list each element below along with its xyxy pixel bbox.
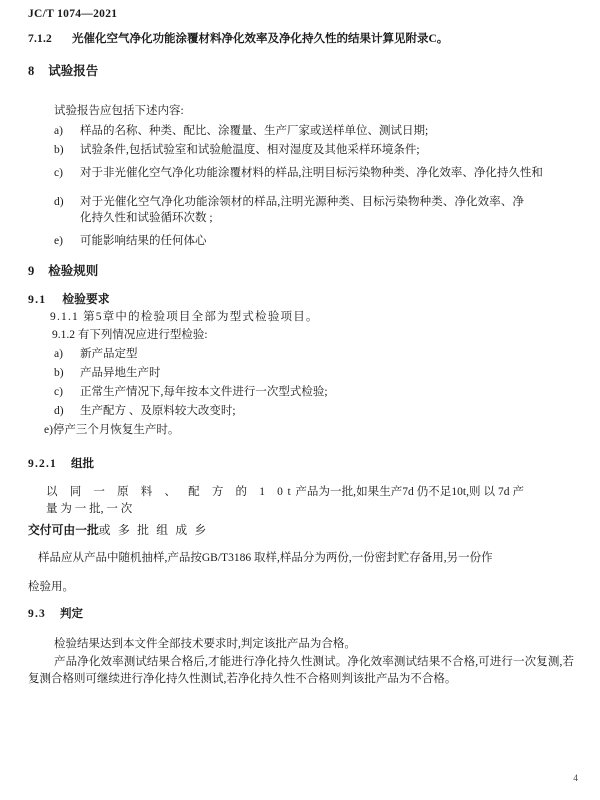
section-8-number: 8 <box>28 64 35 78</box>
page-number: 4 <box>573 774 578 784</box>
list-item: e)停产三个月恢复生产时。 <box>44 424 180 436</box>
section-9-3-title: 判定 <box>59 608 83 620</box>
list-item-text: 新产品定型 <box>80 348 138 360</box>
list-item <box>54 345 138 361</box>
clause-9-1-1: 9.1.1 第5章中的检验项目全部为型式检验项目。 <box>50 311 319 323</box>
list-item <box>54 383 328 399</box>
list-item <box>54 194 528 227</box>
sampling-line-2: 检验用。 <box>28 581 74 593</box>
section-9-title: 检验规则 <box>48 264 99 278</box>
clause-9-2-1-paragraph-rest: 产品为一批,如果生产7d 仍不足10t,则 以 7d 产 量 为 一 批, 一 次 <box>46 486 524 516</box>
list-item-text: 可能影响结果的任何体心 <box>80 235 207 247</box>
list-item-text: 试验条件,包括试验室和试验舱温度、相对湿度及其他采样环境条件; <box>80 144 420 156</box>
section-9-3-number: 9.3 <box>28 608 46 620</box>
section-9-heading <box>28 261 98 279</box>
section-9-1-heading <box>28 290 110 307</box>
list-item <box>54 141 420 157</box>
delivery-batch-line <box>28 521 209 538</box>
list-item-marker: c) <box>54 167 63 179</box>
section-9-2-1-heading <box>28 455 94 471</box>
sampling-line-1: 样品应从产品中随机抽样,产品按GB/T3186 取样,样品分为两份,一份密封贮存备用,另一份作 <box>38 552 493 564</box>
clause-9-2-1-paragraph <box>46 484 524 519</box>
clause-9-3-paragraph-2: 产品净化效率测试结果合格后,才能进行净化持久性测试。净化效率测试结果不合格,可进行一次复测,若复测合格则可继续进行净化持久性测试,若净化持久性不合格则判该批产品为不合格。 <box>28 656 574 685</box>
clause-7-1-2-number: 7.1.2 <box>28 33 52 45</box>
list-item-text: 正常生产情况下,每年按本文件进行一次型式检验; <box>80 386 328 398</box>
list-item-marker: a) <box>54 348 63 360</box>
list-item-marker: b) <box>54 367 64 379</box>
list-item-text: 生产配方 、及原料较大改变时; <box>80 405 236 417</box>
section-8-lead-in: 试验报告应包括下述内容: <box>54 105 184 117</box>
list-item <box>54 232 207 248</box>
section-8-heading <box>28 61 98 79</box>
list-item-marker: e) <box>54 235 63 247</box>
delivery-batch-normal: 或 多 批 组 成 乡 <box>98 523 209 537</box>
list-item <box>54 122 428 138</box>
clause-7-1-2-text: 光催化空气净化功能涂覆材料净化效率及净化持久性的结果计算见附录C。 <box>72 33 449 45</box>
list-item <box>54 402 236 418</box>
running-head: JC/T 1074—2021 <box>28 8 118 20</box>
section-9-1-title: 检验要求 <box>62 292 110 306</box>
clause-9-1-2: 9.1.2 有下列情况应进行型检验: <box>52 329 208 341</box>
clause-9-2-1-paragraph-spaced: 以 同 一 原 料 、 配 方 的 1 0t <box>46 486 296 498</box>
clause-7-1-2 <box>28 30 448 46</box>
list-item-marker: d) <box>54 196 64 208</box>
section-9-number: 9 <box>28 264 35 278</box>
section-8-title: 试验报告 <box>48 64 99 78</box>
list-item-marker: b) <box>54 144 64 156</box>
list-item <box>54 164 543 180</box>
list-item-text: 样品的名称、种类、配比、涂覆量、生产厂家或送样单位、测试日期; <box>80 125 429 137</box>
section-9-2-1-number: 9.2.1 <box>28 458 57 470</box>
delivery-batch-bold: 交付可由一批 <box>28 523 99 537</box>
list-item-text: 对于光催化空气净化功能涂领材的样品,注明光源种类、目标污染物种类、净化效率、净化持久性和试验循环次数 ; <box>80 196 524 225</box>
list-item-marker: c) <box>54 386 63 398</box>
list-item-text: 产品异地生产时 <box>80 367 161 379</box>
section-9-2-1-title: 组批 <box>71 458 94 470</box>
clause-9-3-paragraph-1: 检验结果达到本文件全部技术要求时,判定该批产品为合格。 <box>54 638 356 650</box>
list-item-marker: a) <box>54 125 63 137</box>
section-9-3-heading <box>28 605 83 621</box>
list-item-text: 对于非光催化空气净化功能涂覆材料的样品,注明目标污染物种类、净化效率、净化持久性和 <box>80 167 543 179</box>
section-9-1-number: 9.1 <box>28 292 47 306</box>
list-item <box>54 364 161 380</box>
list-item-marker: d) <box>54 405 64 417</box>
